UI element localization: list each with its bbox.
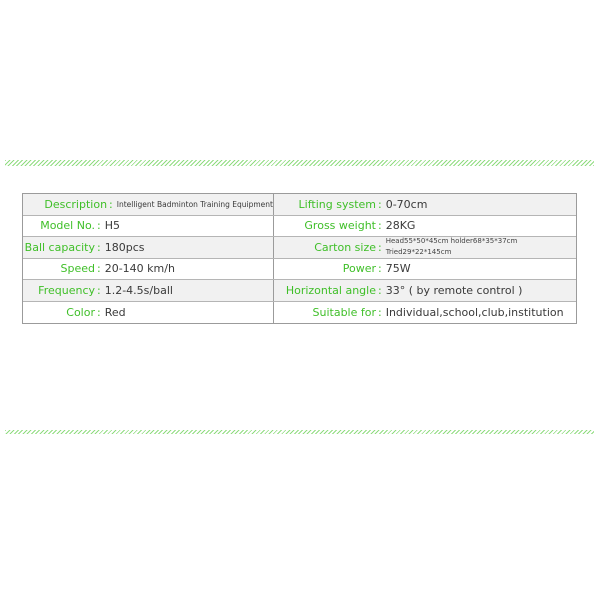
colon: : [378,240,382,254]
spec-label: Lifting system [298,197,376,211]
spec-cell-model-no [23,216,274,237]
spec-cell-speed [23,259,274,280]
spec-value-line2: Tried29*22*145cm [385,248,452,257]
colon: : [378,219,382,233]
colon: : [97,262,101,276]
spec-row [23,302,576,324]
spec-label: Horizontal angle [285,283,376,297]
spec-cell-color [23,302,274,324]
spec-label: Frequency [38,283,95,297]
spec-value: 1.2-4.5s/ball [104,283,173,297]
colon: : [97,283,101,297]
spec-label: Speed [60,262,95,276]
spec-cell-description [23,194,274,215]
spec-row [23,259,576,281]
spec-row [23,194,576,216]
colon: : [378,262,382,276]
spec-value: Intelligent Badminton Training Equipment [116,199,273,209]
colon: : [97,219,101,233]
spec-row [23,216,576,238]
colon: : [97,240,101,254]
decorative-stripe-bottom [5,430,594,434]
spec-label: Model No. [40,219,95,233]
spec-value: 180pcs [104,240,145,254]
spec-cell-suitable-for [274,302,576,324]
spec-table [22,193,577,324]
colon: : [109,197,113,211]
spec-value: 20-140 km/h [104,262,175,276]
spec-row [23,237,576,259]
spec-cell-carton-size [274,237,576,258]
spec-row [23,280,576,302]
carton-size-values [386,236,518,258]
spec-label: Color [66,305,95,319]
spec-value: H5 [104,219,120,233]
spec-label: Ball capacity [24,240,95,254]
spec-cell-lifting-system [274,194,576,215]
spec-cell-ball-capacity [23,237,274,258]
spec-cell-power [274,259,576,280]
colon: : [97,305,101,319]
spec-label: Gross weight [304,219,376,233]
spec-label: Description [44,197,108,211]
spec-cell-horizontal-angle [274,280,576,301]
decorative-stripe-top [5,160,594,166]
spec-value: 0-70cm [385,197,428,211]
spec-value: Individual,school,club,institution [385,305,564,319]
spec-value: Red [104,305,126,319]
spec-label: Carton size [314,240,376,254]
spec-cell-gross-weight [274,216,576,237]
spec-value-line1: Head55*50*45cm holder68*35*37cm [385,237,518,246]
colon: : [378,305,382,319]
spec-cell-frequency [23,280,274,301]
colon: : [378,197,382,211]
spec-value: 28KG [385,219,416,233]
spec-label: Power [342,262,376,276]
spec-value: 33° ( by remote control ) [385,283,523,297]
colon: : [378,283,382,297]
spec-value: 75W [385,262,411,276]
spec-label: Suitable for [312,305,376,319]
